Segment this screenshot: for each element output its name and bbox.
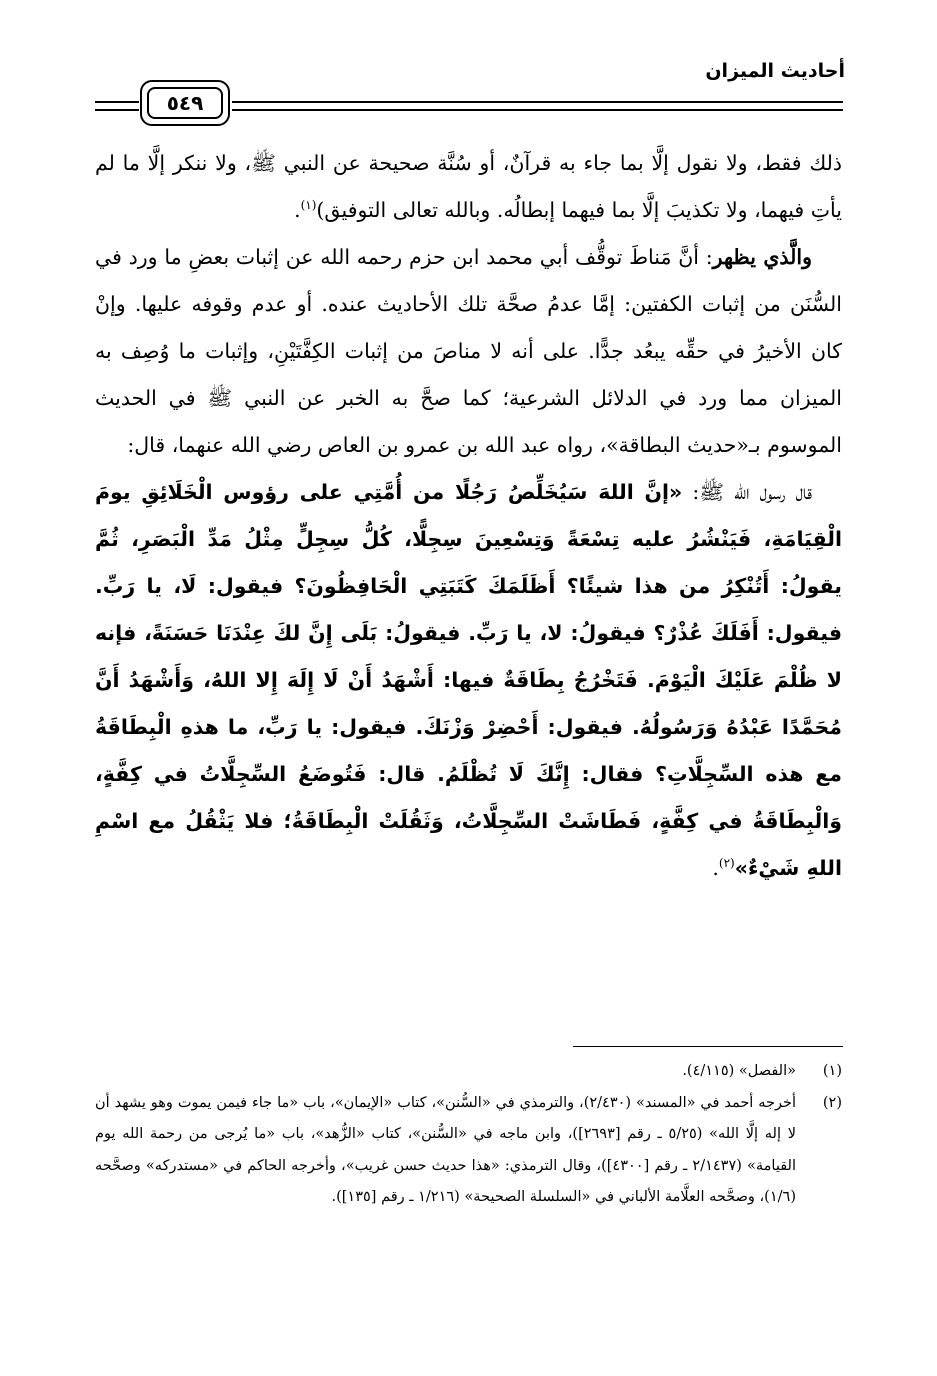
paragraph-1-text: ذلك فقط، ولا نقول إلَّا بما جاء به قرآنٌ، أو سُنَّة صحيحة عن النبي ﷺ، ولا ننكر إلَّا ما لم يأتِ فيهما، ولا تكذيبَ إلَّا بما فيهما إبطالُه. وبالله تعالى التوفيق) — [95, 151, 842, 222]
header-rule-left — [95, 101, 139, 111]
paragraph-2-lead: والَّذي يظهر — [712, 245, 812, 269]
footnotes — [95, 1056, 842, 1214]
paragraph-2-text: : أنَّ مَناطَ توقُّف أبي محمد ابن حزم رحمه الله عن إثبات بعضِ ما ورد في السُّنَن من إثبات الكفتين: إمَّا عدمُ صحَّة تلك الأحاديث عنده. أو عدم وقوفه عليها. وإنْ كان الأخيرُ في حقِّه يبعُد جدًّا. على أنه لا مناصَ من إثبات الكِفَّتَيْنِ، وإثبات ما وُصِف به الميزان مما ورد في الدلائل الشرعية؛ كما صحَّ به الخبر عن النبي ﷺ في الحديث الموسوم بـ«حديث البطاقة»، رواه عبد الله بن عمرو بن العاص رضي الله عنهما، قال: — [95, 245, 842, 457]
paragraph-1 — [95, 140, 842, 234]
page-number: ٥٤٩ — [147, 87, 223, 119]
footnote-ref-2: (٢) — [718, 856, 735, 871]
running-title: أحاديث الميزان — [705, 60, 845, 82]
footnote-number: (١) — [822, 1063, 842, 1079]
paragraph-1-end: . — [294, 198, 301, 222]
paragraph-3 — [95, 469, 842, 892]
main-text — [95, 140, 842, 892]
footnote-text: أخرجه أحمد في «المسند» (٢/٤٣٠)، والترمذي في «السُّنن»، كتاب «الإيمان»، باب «ما جاء فيمن يموت وهو يشهد أن لا إله إلَّا الله» (٥/٢٥ ـ رقم [٢٦٩٣])، وابن ماجه في «السُّنن»، كتاب «الزُّهد»، باب «ما يُرجى من رحمة الله يوم القيامة» (٢/١٤٣٧ ـ رقم [٤٣٠٠])، وقال الترمذي: «هذا حديث حسن غريب»، وأخرجه الحاكم في «مستدركه» وصحَّحه (١/٦)، وصحَّحه العلَّامة الألباني في «السلسلة الصحيحة» (١/٢١٦ ـ رقم [١٣٥]). — [95, 1094, 796, 1205]
hadith-intro: قال رسول الله ﷺ: — [682, 480, 812, 504]
footnote — [95, 1056, 842, 1088]
footnote — [95, 1088, 842, 1214]
paragraph-3-end: . — [712, 856, 719, 880]
paragraph-2 — [95, 234, 842, 469]
footnote-text: «الفصل» (٤/١١٥). — [682, 1063, 796, 1079]
hadith-text: «إنَّ اللهَ سَيُخَلِّصُ رَجُلًا من أُمَّتِي على رؤوس الْخَلَائِقِ يومَ الْقِيَامَةِ، فَيَنْشُرُ عليه تِسْعَةً وَتِسْعِينَ سِجِلًّا، كُلُّ سِجِلٍّ مِثْلُ مَدِّ الْبَصَرِ، ثُمَّ يقولُ: أَتُنْكِرُ من هذا شيئًا؟ أَظَلَمَكَ كَتَبَتِي الْحَافِظُونَ؟ فيقول: لَا، يا رَبِّ. فيقول: أَفَلَكَ عُذْرٌ؟ فيقولُ: لا، يا رَبِّ. فيقولُ: بَلَى إِنَّ لكَ عِنْدَنَا حَسَنَةً، فإنه لا ظُلْمَ عَلَيْكَ الْيَوْمَ. فَتَخْرُجُ بِطَاقَةٌ فيها: أَشْهَدُ أَنْ لَا إِلَهَ إِلا اللهُ، وَأَشْهَدُ أَنَّ مُحَمَّدًا عَبْدُهُ وَرَسُولُهُ. فيقول: أَحْضِرْ وَزْنَكَ. فيقول: يا رَبِّ، ما هذهِ الْبِطَاقَةُ مع هذه السِّجِلَّاتِ؟ فقال: إِنَّكَ لَا تُظْلَمُ. قال: فَتُوضَعُ السِّجِلَّاتُ في كِفَّةٍ، وَالْبِطَاقَةُ في كِفَّةٍ، فَطَاشَتْ السِّجِلَّاتُ، وَثَقُلَتْ الْبِطَاقَةُ؛ فلا يَثْقُلُ مع اسْمِ اللهِ شَيْءٌ» — [95, 480, 842, 880]
footnote-ref-1: (١) — [300, 198, 317, 213]
header-rule-right — [232, 101, 843, 111]
page-number-frame — [140, 80, 230, 126]
footnote-number: (٢) — [822, 1094, 842, 1111]
footnote-separator — [573, 1046, 843, 1047]
